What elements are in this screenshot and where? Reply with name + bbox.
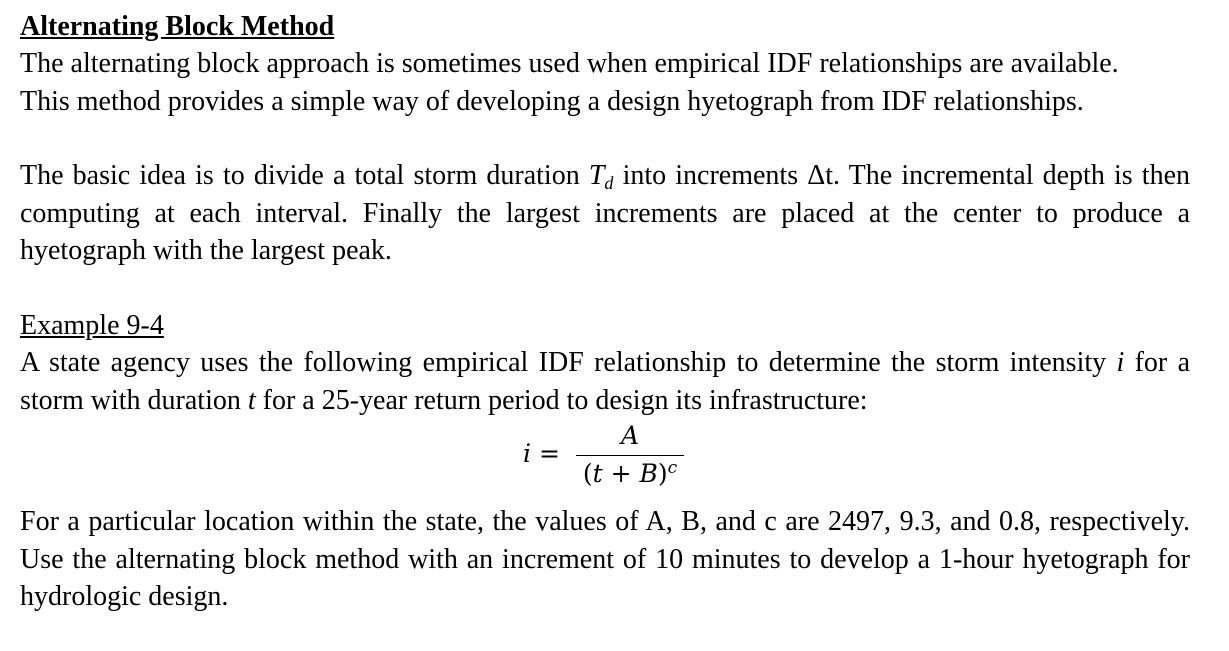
intro-line-1: The alternating block approach is sometimes used when empirical IDF relationships are available. [20, 48, 1119, 79]
example-title: Example 9-4 [20, 309, 164, 341]
variable-i: i [1116, 347, 1125, 378]
equation-numerator: A [620, 421, 640, 450]
example-text-3: for a 25-year return period to design its infrastructure: [255, 384, 868, 416]
paragraph-gap [20, 270, 1190, 307]
equation-denominator-wrap [576, 456, 684, 492]
basic-idea-paragraph [20, 157, 1190, 270]
basic-idea-text-1: The basic idea is to divide a total storm duration [20, 160, 589, 191]
paragraph-gap [20, 120, 1190, 157]
document-page [20, 8, 1190, 616]
variable-T-subscript: d [604, 173, 614, 193]
example-paragraph-2: For a particular location within the state, the values of A, B, and c are 2497, 9.3, and 0.8, respectively. Use the alternating block method with an increment of 10 minutes to develop a 1-hour hyetograph for hydrologic design. [20, 506, 1190, 612]
intro-line-2: This method provides a simple way of developing a design hyetograph from IDF relationships. [20, 85, 1084, 117]
equation-exponent: c [667, 458, 678, 478]
idf-equation [20, 419, 1190, 503]
equation-denominator: (t + B) [582, 459, 668, 488]
example-text-2: for a storm with duration [20, 347, 1190, 416]
variable-t: t [247, 384, 256, 416]
example-paragraph-1 [20, 344, 1190, 419]
equation-lhs: i = [523, 439, 560, 468]
example-text-1: A state agency uses the following empirical IDF relationship to determine the storm intensity [20, 347, 1117, 378]
variable-T: T [588, 160, 605, 191]
basic-idea-text-2: into increments Δt. The incremental depth is then computing at each interval. Finally the largest increments are placed at the center to produce a hyetograph with the largest peak. [20, 160, 1191, 266]
equation-fraction [576, 419, 684, 492]
section-heading: Alternating Block Method [20, 11, 335, 42]
intro-paragraph [20, 45, 1190, 120]
